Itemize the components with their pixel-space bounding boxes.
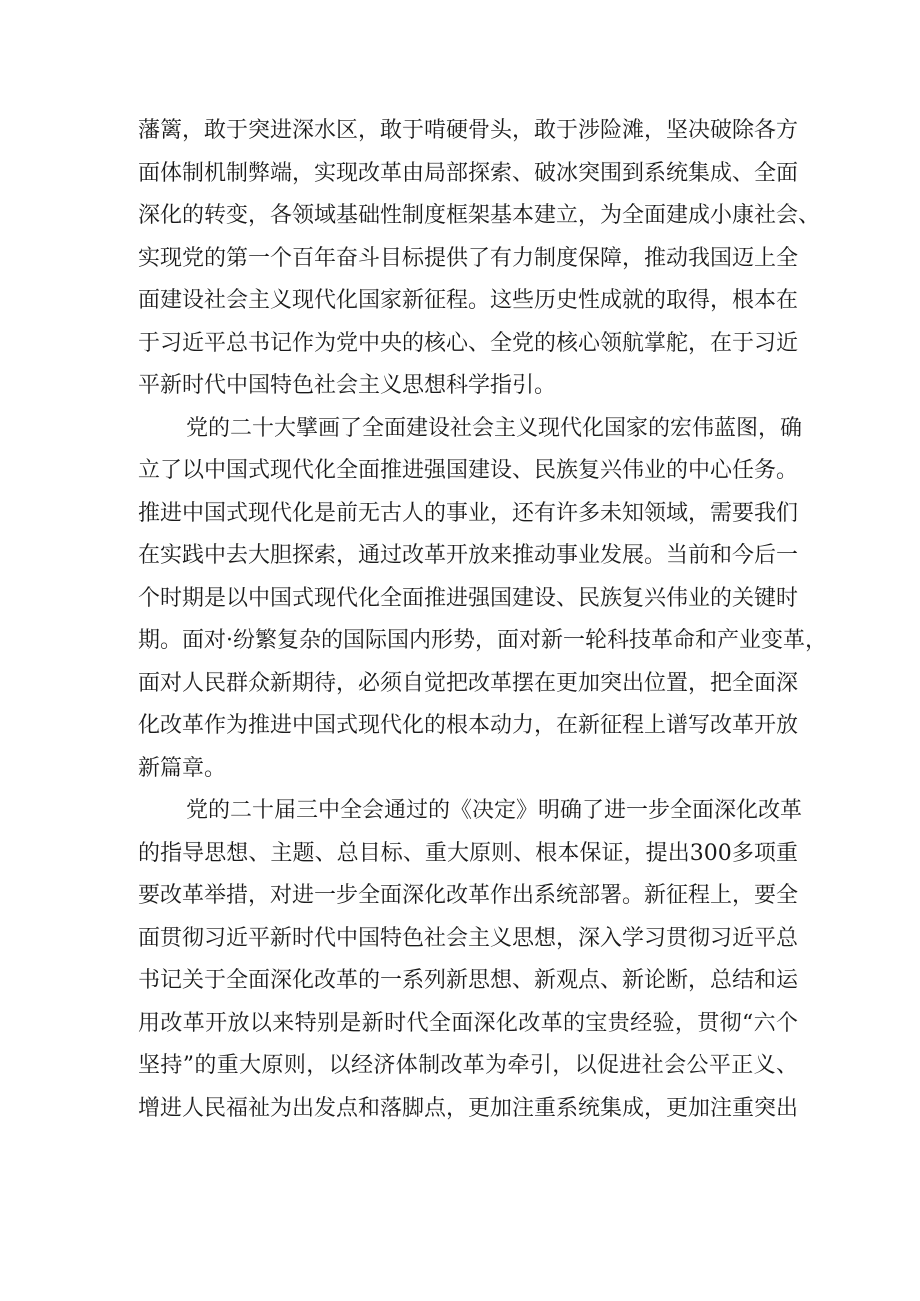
text-line: 在实践中去大胆探索，通过改革开放来推动事业发展。当前和今后一 <box>138 543 799 568</box>
text-line: 藩篱，敢于突进深水区，敢于啃硬骨头，敢于涉险滩，坚决破除各方 <box>138 118 799 143</box>
text-line: 平新时代中国特色社会主义思想科学指引。 <box>138 373 557 398</box>
text-line: 面体制机制弊端，实现改革由局部探索、破冰突围到系统集成、全面 <box>138 160 799 186</box>
text-line: 新篇章。 <box>138 755 227 781</box>
text-line: 实现党的第一个百年奋斗目标提供了有力制度保障，推动我国迈上全 <box>138 245 799 271</box>
paragraph-3 <box>138 790 803 1130</box>
text-line: 增进人民福祉为出发点和落脚点，更加注重系统集成，更加注重突出 <box>138 1095 799 1121</box>
text-line: 立了以中国式现代化全面推进强国建设、民族复兴伟业的中心任务。 <box>138 458 799 483</box>
paragraph-2 <box>138 408 827 791</box>
text-line: 深化的转变，各领域基础性制度框架基本建立，为全面建成小康社会、 <box>138 203 821 228</box>
text-line: 面贯彻习近平新时代中国特色社会主义思想，深入学习贯彻习近平总 <box>138 925 799 951</box>
text-line: 坚持”的重大原则，以经济体制改革为牵引，以促进社会公平正义、 <box>138 1053 798 1078</box>
text-line: 推进中国式现代化是前无古人的事业，还有许多未知领域，需要我们 <box>138 500 799 526</box>
text-line: 书记关于全面深化改革的一系列新思想、新观点、新论断，总结和运 <box>138 968 799 993</box>
text-line: 面建设社会主义现代化国家新征程。这些历史性成就的取得，根本在 <box>138 288 799 313</box>
text-line: 党的二十届三中全会通过的《决定》明确了进一步全面深化改革 <box>186 798 803 823</box>
text-line: 的指导思想、主题、总目标、重大原则、根本保证，提出300多项重 <box>138 840 798 866</box>
document-body <box>138 110 827 1130</box>
text-line: 用改革开放以来特别是新时代全面深化改革的宝贵经验，贯彻“六个 <box>138 1010 798 1036</box>
text-line: 要改革举措，对进一步全面深化改革作出系统部署。新征程上，要全 <box>138 883 799 908</box>
paragraph-1 <box>138 110 821 408</box>
text-line: 面对人民群众新期待，必须自觉把改革摆在更加突出位置，把全面深 <box>138 670 799 696</box>
text-line: 期。面对·纷繁复杂的国际国内形势，面对新一轮科技革命和产业变革， <box>138 628 827 653</box>
text-line: 化改革作为推进中国式现代化的根本动力，在新征程上谱写改革开放 <box>138 713 799 738</box>
text-line: 个时期是以中国式现代化全面推进强国建设、民族复兴伟业的关键时 <box>138 585 799 611</box>
text-line: 于习近平总书记作为党中央的核心、全党的核心领航掌舵，在于习近 <box>138 330 799 356</box>
text-line: 党的二十大擘画了全面建设社会主义现代化国家的宏伟蓝图，确 <box>186 415 803 441</box>
